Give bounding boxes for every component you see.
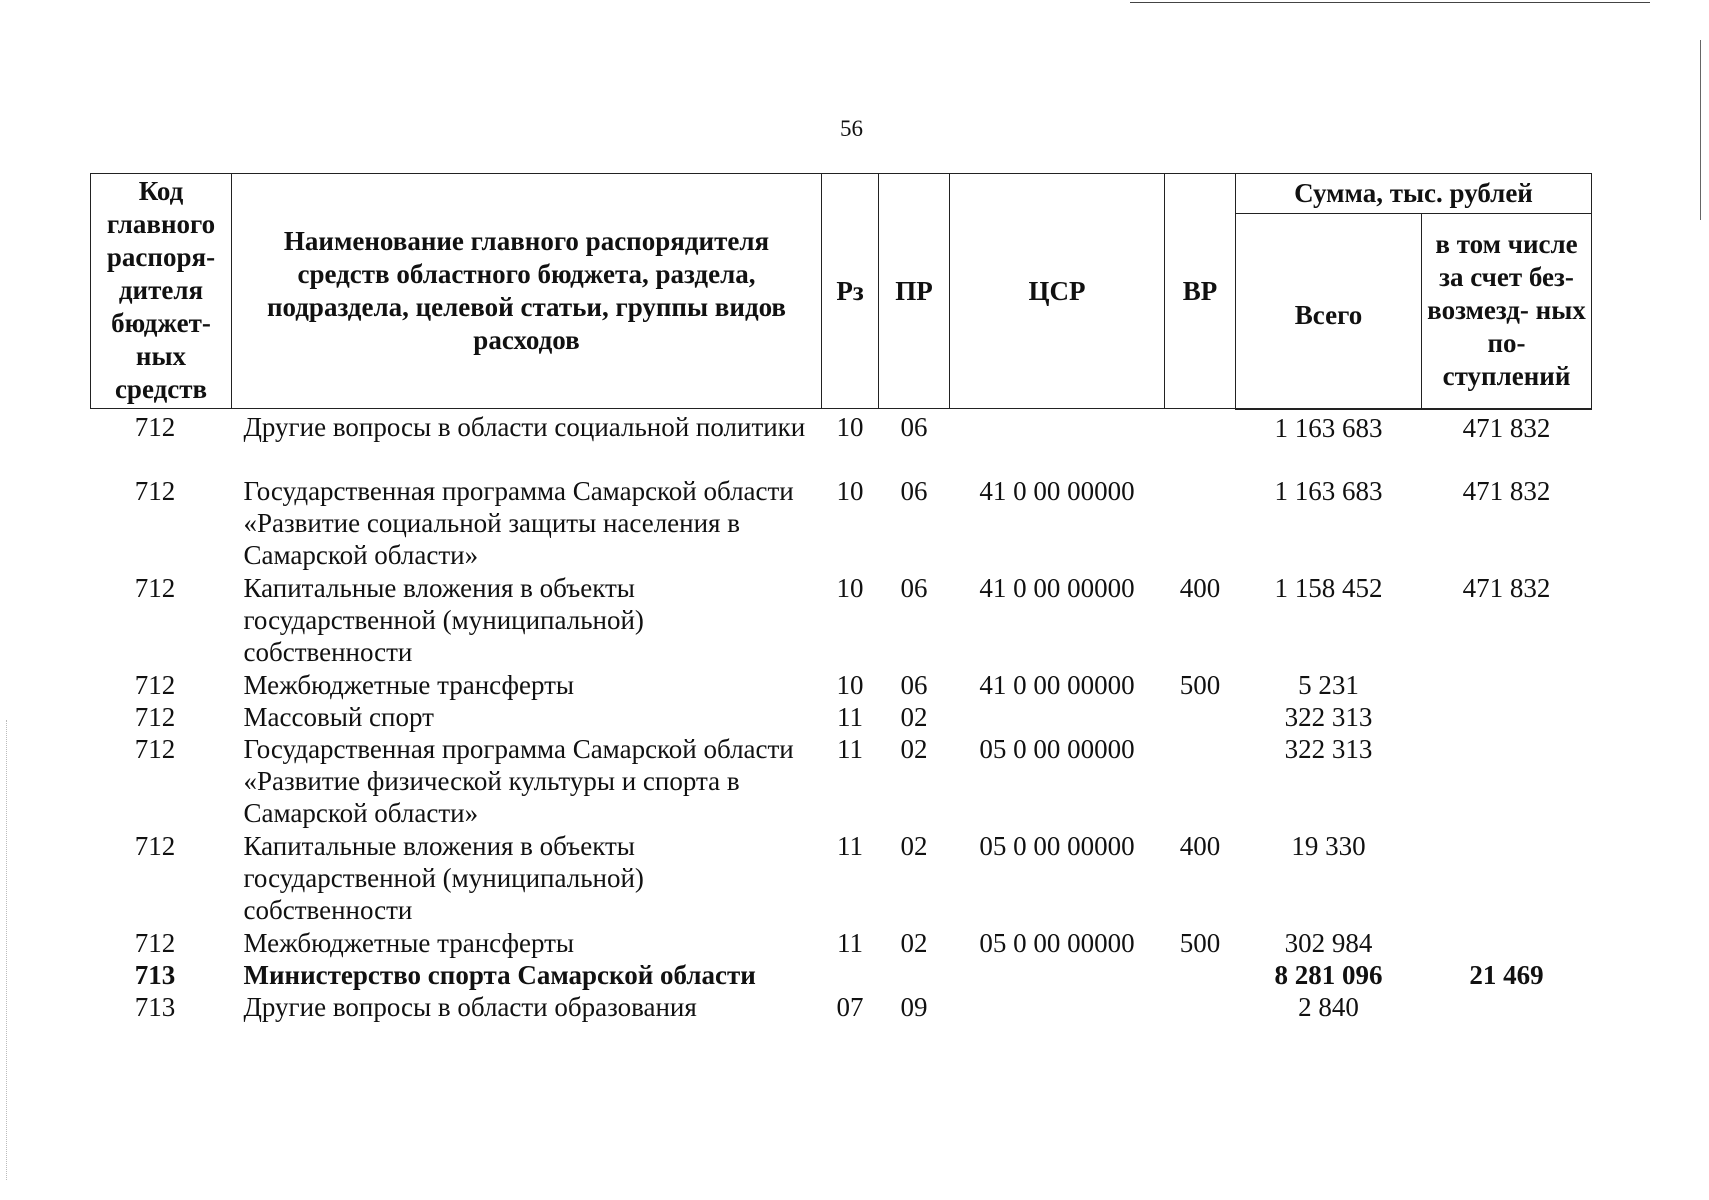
cell-total: 5 231 [1298,669,1359,700]
cell-name: Другие вопросы в области образования [243,991,697,1022]
header-pr: ПР [879,174,950,409]
cell-code: 712 [134,669,176,700]
cell-pr: 02 [900,733,928,764]
cell-vr [1165,475,1236,572]
cell-name: Массовый спорт [243,701,434,732]
header-code: Код главного распоря- дителя бюджет- ных средств [91,174,232,409]
page-number [0,116,1709,142]
table-header [91,174,1592,409]
cell-rz: 11 [837,701,863,732]
cell-name: Капитальные вложения в объекты государственной (муниципальной) собственности [243,572,644,667]
cell-total: 1 158 452 [1274,572,1383,603]
cell-code: 712 [134,927,176,958]
cell-total: 302 984 [1284,927,1373,958]
cell-name: Государственная программа Самарской области «Развитие физической культуры и спорта в Самарской области» [243,733,794,828]
table-row [91,991,1592,1023]
cell-pr: 02 [900,927,928,958]
cell-pr: 06 [900,475,928,506]
cell-pr: 09 [900,991,928,1022]
header-total: Всего [1236,214,1422,409]
cell-code: 712 [134,701,176,732]
cell-free [1422,927,1592,959]
cell-csr: 41 0 00 00000 [979,475,1135,506]
table-row [91,572,1592,669]
cell-total: 322 313 [1284,733,1373,764]
table-row [91,927,1592,959]
cell-pr: 06 [900,412,928,442]
cell-pr: 02 [900,830,928,861]
cell-pr: 02 [900,701,928,732]
cell-name: Министерство спорта Самарской области [243,959,756,990]
cell-total: 1 163 683 [1274,412,1383,443]
cell-csr [950,701,1165,733]
page-number-text: 56 [840,116,863,141]
cell-rz: 10 [836,572,864,603]
cell-code: 712 [134,572,176,603]
cell-csr: 05 0 00 00000 [979,733,1135,764]
cell-vr: 500 [1179,669,1221,700]
cell-free [1422,701,1592,733]
table-row [91,733,1592,830]
cell-free: 471 832 [1462,412,1551,443]
cell-name: Межбюджетные трансферты [243,927,575,958]
cell-vr: 500 [1179,927,1221,958]
table-row [91,475,1592,572]
cell-rz: 11 [837,927,863,958]
cell-total: 19 330 [1291,830,1366,861]
cell-total: 322 313 [1284,701,1373,732]
cell-rz: 10 [836,475,864,506]
cell-csr [950,409,1165,475]
cell-total: 1 163 683 [1274,475,1383,506]
cell-name: Другие вопросы в области социальной политики [243,412,806,442]
cell-vr [1165,409,1236,475]
cell-vr [1165,959,1236,991]
scan-edge-specks [6,720,10,1180]
table-row-bold [91,959,1592,991]
header-vr: ВР [1165,174,1236,409]
cell-code: 712 [134,830,176,861]
cell-code: 713 [134,959,176,990]
cell-csr [950,959,1165,991]
table-row [91,409,1592,475]
cell-code: 712 [134,733,176,764]
cell-code: 712 [134,412,176,442]
cell-csr: 05 0 00 00000 [979,830,1135,861]
cell-pr [879,959,950,991]
table-row [91,669,1592,701]
cell-pr: 06 [900,572,928,603]
cell-rz: 11 [837,830,863,861]
cell-rz: 11 [837,733,863,764]
cell-free [1422,830,1592,927]
cell-name: Капитальные вложения в объекты государственной (муниципальной) собственности [243,830,644,925]
cell-name: Межбюджетные трансферты [243,669,575,700]
cell-vr [1165,701,1236,733]
cell-rz: 10 [836,669,864,700]
cell-csr: 41 0 00 00000 [979,572,1135,603]
table-row [91,830,1592,927]
table-body [91,409,1592,1023]
cell-free: 471 832 [1462,475,1551,506]
cell-free [1422,733,1592,830]
cell-vr [1165,733,1236,830]
header-csr: ЦСР [950,174,1165,409]
cell-free [1422,669,1592,701]
header-free: в том числе за счет без- возмезд- ных по- ступлений [1422,214,1592,409]
cell-csr: 41 0 00 00000 [979,669,1135,700]
cell-total: 2 840 [1298,991,1359,1022]
table-row [91,701,1592,733]
cell-vr: 400 [1179,830,1221,861]
cell-free [1422,991,1592,1023]
cell-code: 713 [134,991,176,1022]
cell-free: 21 469 [1469,959,1544,990]
cell-rz: 10 [836,412,864,442]
cell-csr: 05 0 00 00000 [979,927,1135,958]
header-rz: Рз [822,174,879,409]
cell-name: Государственная программа Самарской области «Развитие социальной защиты населения в Самарской области» [243,475,794,570]
scan-edge-line [1130,2,1650,3]
cell-pr: 06 [900,669,928,700]
header-sum-group: Сумма, тыс. рублей [1236,174,1592,214]
cell-total: 8 281 096 [1274,959,1383,990]
cell-rz [822,959,879,991]
cell-code: 712 [134,475,176,506]
cell-vr: 400 [1179,572,1221,603]
cell-csr [950,991,1165,1023]
budget-table [90,173,1592,1023]
cell-vr [1165,991,1236,1023]
header-name: Наименование главного распорядителя средств областного бюджета, раздела, подраздела, целевой статьи, группы видов расходов [232,174,822,409]
cell-free: 471 832 [1462,572,1551,603]
cell-rz: 07 [836,991,864,1022]
